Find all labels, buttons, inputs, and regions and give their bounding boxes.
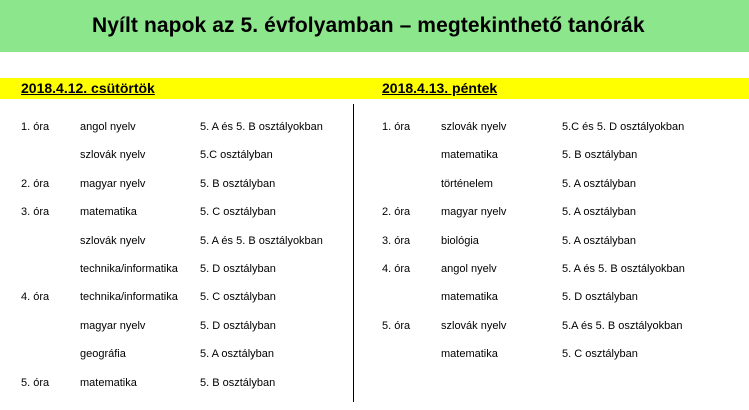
day-header-thursday: 2018.4.12. csütörtök bbox=[21, 80, 155, 96]
day-header-friday: 2018.4.13. péntek bbox=[382, 80, 498, 96]
period-label: 5. óra bbox=[21, 377, 50, 389]
classes-label: 5. A és 5. B osztályokban bbox=[200, 121, 323, 133]
subject-label: szlovák nyelv bbox=[80, 235, 146, 247]
classes-label: 5. A osztályban bbox=[200, 348, 274, 360]
period-label: 4. óra bbox=[382, 263, 411, 275]
period-label: 1. óra bbox=[21, 121, 50, 133]
schedule-row bbox=[0, 235, 749, 253]
schedule-row bbox=[0, 320, 749, 338]
schedule-row bbox=[0, 149, 749, 167]
classes-label: 5. A osztályban bbox=[562, 206, 636, 218]
classes-label: 5. B osztályban bbox=[200, 178, 276, 190]
subject-label: matematika bbox=[441, 149, 498, 161]
subject-label: történelem bbox=[441, 178, 493, 190]
classes-label: 5. A és 5. B osztályokban bbox=[562, 263, 685, 275]
schedule-row bbox=[0, 263, 749, 281]
period-label: 5. óra bbox=[382, 320, 411, 332]
subject-label: technika/informatika bbox=[80, 263, 178, 275]
schedule-row bbox=[0, 348, 749, 366]
classes-label: 5. A és 5. B osztályokban bbox=[200, 235, 323, 247]
subject-label: biológia bbox=[441, 235, 479, 247]
classes-label: 5.C és 5. D osztályokban bbox=[562, 121, 685, 133]
classes-label: 5. D osztályban bbox=[562, 291, 638, 303]
classes-label: 5. D osztályban bbox=[200, 320, 276, 332]
classes-label: 5. B osztályban bbox=[200, 377, 276, 389]
classes-label: 5. A osztályban bbox=[562, 178, 636, 190]
subject-label: szlovák nyelv bbox=[80, 149, 146, 161]
period-label: 3. óra bbox=[382, 235, 411, 247]
period-label: 2. óra bbox=[382, 206, 411, 218]
classes-label: 5. C osztályban bbox=[200, 206, 276, 218]
title-bar bbox=[0, 0, 749, 52]
schedule-row bbox=[0, 291, 749, 309]
classes-label: 5. D osztályban bbox=[200, 263, 276, 275]
subject-label: angol nyelv bbox=[441, 263, 497, 275]
subject-label: matematika bbox=[441, 291, 498, 303]
period-label: 3. óra bbox=[21, 206, 50, 218]
period-label: 4. óra bbox=[21, 291, 50, 303]
classes-label: 5. A osztályban bbox=[562, 235, 636, 247]
schedule-row bbox=[0, 377, 749, 395]
subject-label: angol nyelv bbox=[80, 121, 136, 133]
period-label: 1. óra bbox=[382, 121, 411, 133]
schedule-row bbox=[0, 121, 749, 139]
period-label: 2. óra bbox=[21, 178, 50, 190]
classes-label: 5.A és 5. B osztályokban bbox=[562, 320, 683, 332]
subject-label: geográfia bbox=[80, 348, 126, 360]
schedule-row bbox=[0, 206, 749, 224]
classes-label: 5. C osztályban bbox=[200, 291, 276, 303]
classes-label: 5. B osztályban bbox=[562, 149, 638, 161]
subject-label: matematika bbox=[80, 206, 137, 218]
schedule-row bbox=[0, 178, 749, 196]
subject-label: matematika bbox=[441, 348, 498, 360]
subject-label: matematika bbox=[80, 377, 137, 389]
subject-label: szlovák nyelv bbox=[441, 320, 507, 332]
subject-label: magyar nyelv bbox=[80, 178, 146, 190]
classes-label: 5. C osztályban bbox=[562, 348, 638, 360]
subject-label: magyar nyelv bbox=[441, 206, 507, 218]
subject-label: szlovák nyelv bbox=[441, 121, 507, 133]
classes-label: 5.C osztályban bbox=[200, 149, 273, 161]
page-title: Nyílt napok az 5. évfolyamban – megtekinthető tanórák bbox=[92, 14, 645, 37]
subject-label: technika/informatika bbox=[80, 291, 178, 303]
subject-label: magyar nyelv bbox=[80, 320, 146, 332]
